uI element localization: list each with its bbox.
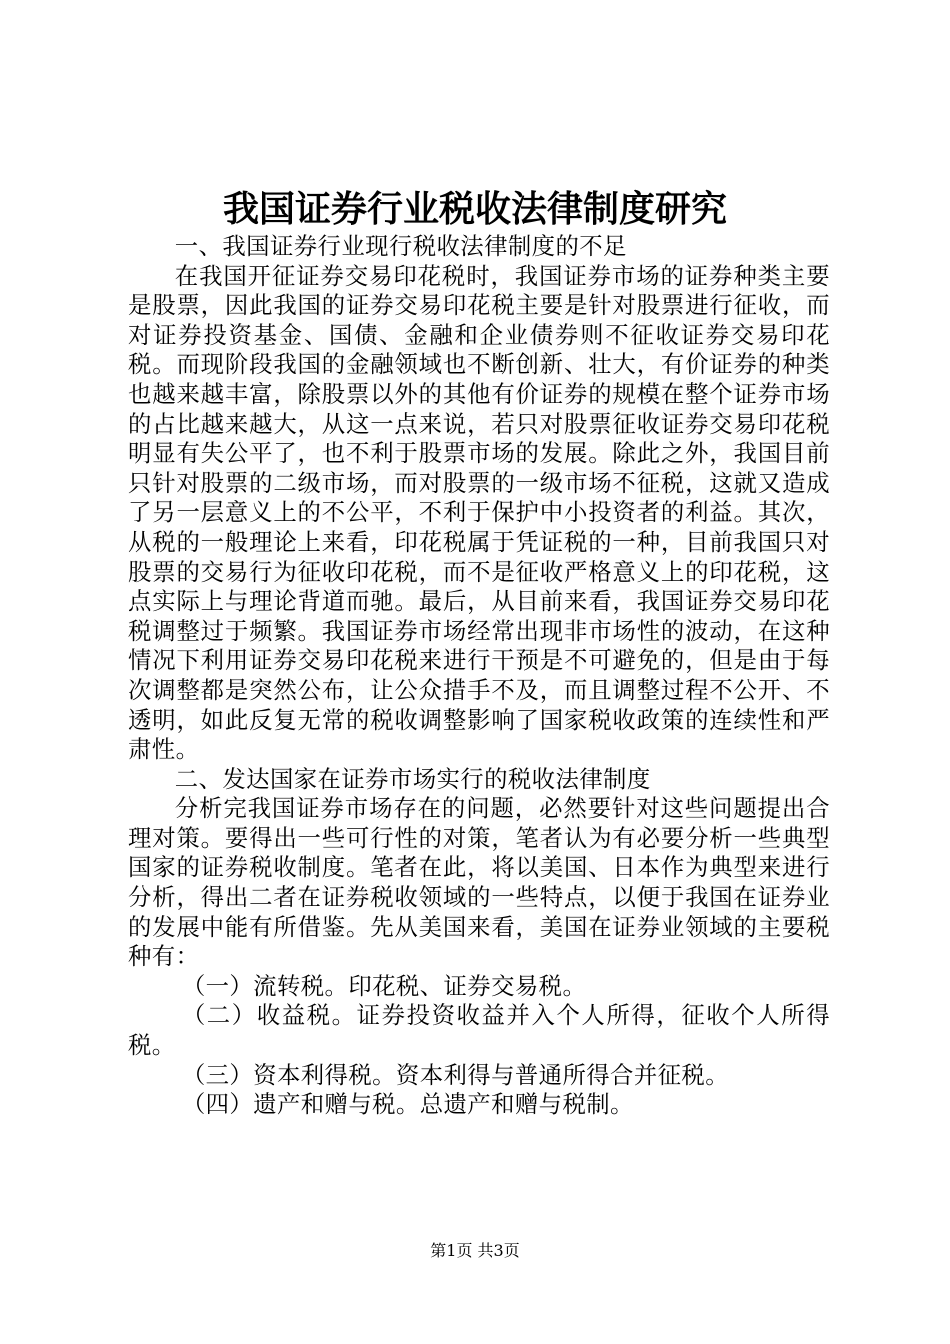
page-footer: 第1页 共3页 [430, 1241, 520, 1260]
body-paragraph-1: 在我国开征证券交易印花税时，我国证券市场的证券种类主要是股票，因此我国的证券交易印花税主要是针对股票进行征收，而对证券投资基金、国债、金融和企业债券则不征收证券交易印花税。而现阶段我国的金融领域也不断创新、壮大，有价证券的种类也越来越丰富，除股票以外的其他有价证券的规模在整个证券市场的占比越来越大，从这一点来说，若只对股票征收证券交易印花税明显有失公平了，也不利于股票市场的发展。除此之外，我国目前只针对股票的二级市场，而对股票的一级市场不征税，这就又造成了另一层意义上的不公平，不利于保护中小投资者的利益。其次，从税的一般理论上来看，印花税属于凭证税的一种，目前我国只对股票的交易行为征收印花税，而不是征收严格意义上的印花税，这点实际上与理论背道而驰。最后，从目前来看，我国证券交易印花税调整过于频繁。我国证券市场经常出现非市场性的波动，在这种情况下利用证券交易印花税来进行干预是不可避免的，但是由于每次调整都是突然公布，让公众措手不及，而且调整过程不公开、不透明，如此反复无常的税收调整影响了国家税收政策的连续性和严肃性。 [128, 261, 830, 764]
list-item-3: （三）资本利得税。资本利得与普通所得合并征税。 [181, 1060, 729, 1089]
list-item-4: （四）遗产和赠与税。总遗产和赠与税制。 [181, 1090, 634, 1119]
document-body [128, 232, 830, 1120]
list-item-2: （二）收益税。证券投资收益并入个人所得，征收个人所得税。 [128, 1001, 830, 1060]
section-heading-2: 二、发达国家在证券市场实行的税收法律制度 [174, 764, 651, 793]
list-item-1: （一）流转税。印花税、证券交易税。 [181, 971, 587, 1000]
section-heading-1: 一、我国证券行业现行税收法律制度的不足 [174, 232, 627, 260]
document-title: 我国证券行业税收法律制度研究 [222, 189, 727, 230]
body-paragraph-2: 分析完我国证券市场存在的问题，必然要针对这些问题提出合理对策。要得出一些可行性的对策，笔者认为有必要分析一些典型国家的证券税收制度。笔者在此，将以美国、日本作为典型来进行分析，得出二者在证券税收领域的一些特点，以便于我国在证券业的发展中能有所借鉴。先从美国来看，美国在证券业领域的主要税种有： [128, 794, 830, 971]
